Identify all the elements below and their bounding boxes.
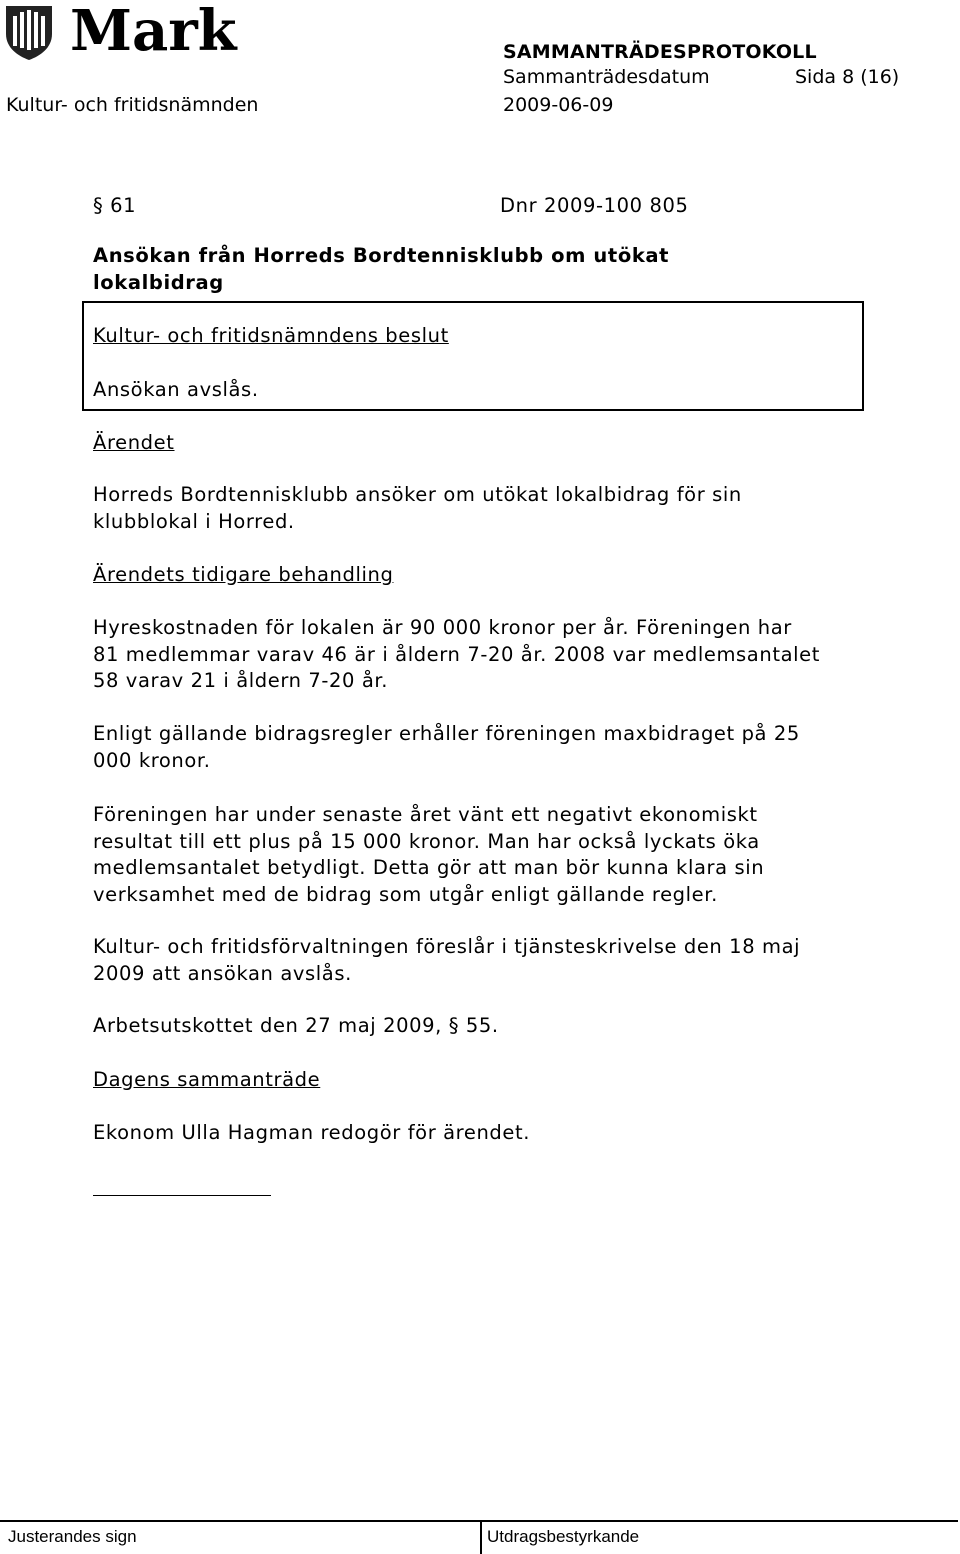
- case-dnr: Dnr 2009-100 805: [500, 194, 689, 217]
- page-number: Sida 8 (16): [795, 66, 900, 88]
- section-heading-arendet: Ärendet: [93, 431, 175, 454]
- footer-rule: [0, 1520, 958, 1522]
- separator-line: [93, 1195, 271, 1196]
- meeting-text: Ekonom Ulla Hagman redogör för ärendet.: [93, 1121, 531, 1144]
- meeting-date-label: Sammanträdesdatum: [503, 66, 710, 88]
- document-type: SAMMANTRÄDESPROTOKOLL: [503, 41, 817, 63]
- history-paragraph-2: Enligt gällande bidragsregler erhåller föreningen maxbidraget på 25 000 kronor.: [93, 722, 800, 772]
- paragraph-number: § 61: [93, 194, 137, 217]
- municipality-logo-text: Mark: [70, 0, 237, 64]
- history-paragraph-3: Föreningen har under senaste året vänt ett negativt ekonomiskt resultat till ett plus på 15 000 kronor. Man har också lyckats öka medlemsantalet betydligt. Detta gör att man bör kunna klara sin verksamhet med de bidrag som utgår enligt gällande regler.: [93, 803, 765, 906]
- decision-text: Ansökan avslås.: [93, 378, 259, 401]
- decision-heading: Kultur- och fritidsnämndens beslut: [93, 324, 449, 347]
- certification-field-label: Utdragsbestyrkande: [487, 1527, 640, 1546]
- case-title: Ansökan från Horreds Bordtennisklubb om utökat lokalbidrag: [93, 244, 670, 294]
- history-paragraph-1: Hyreskostnaden för lokalen är 90 000 kronor per år. Föreningen har 81 medlemmar varav 46 är i åldern 7-20 år. 2008 var medlemsantalet 58 varav 21 i åldern 7-20 år.: [93, 616, 820, 692]
- section-heading-history: Ärendets tidigare behandling: [93, 563, 394, 586]
- organization-name: Kultur- och fritidsnämnden: [6, 94, 259, 116]
- section-heading-meeting: Dagens sammanträde: [93, 1068, 321, 1091]
- meeting-date: 2009-06-09: [503, 94, 614, 116]
- arendet-text: Horreds Bordtennisklubb ansöker om utökat lokalbidrag för sin klubblokal i Horred.: [93, 483, 742, 533]
- signature-field-label: Justerandes sign: [8, 1527, 137, 1546]
- footer-divider: [480, 1520, 482, 1554]
- coat-of-arms-icon: [4, 4, 54, 62]
- history-paragraph-5: Arbetsutskottet den 27 maj 2009, § 55.: [93, 1014, 499, 1037]
- history-paragraph-4: Kultur- och fritidsförvaltningen föreslår i tjänsteskrivelse den 18 maj 2009 att ansökan avslås.: [93, 935, 801, 985]
